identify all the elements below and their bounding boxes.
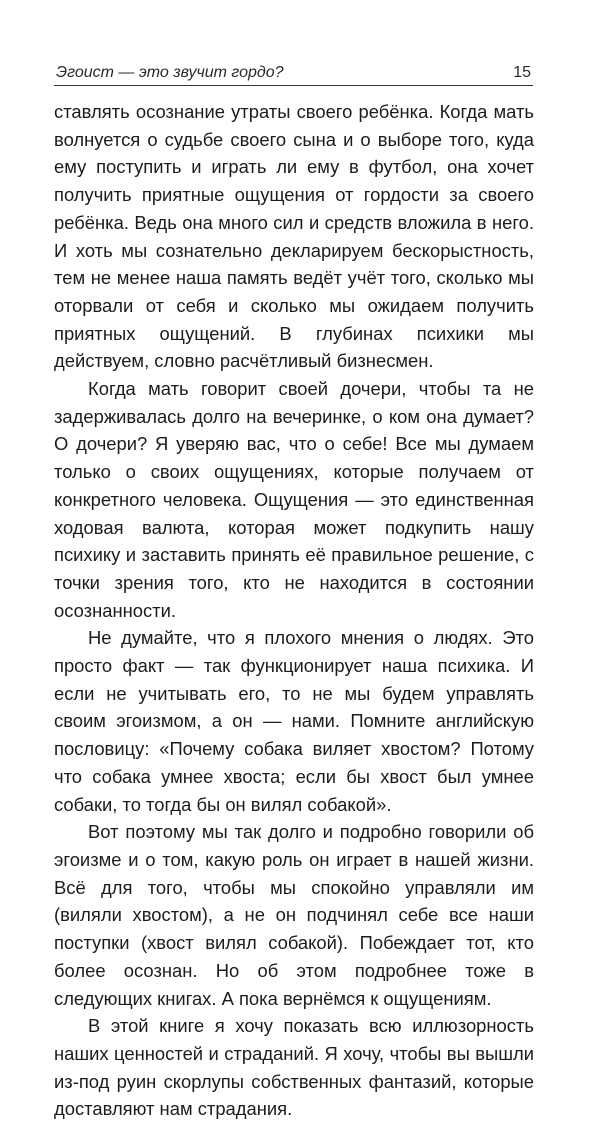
running-title: Эгоист — это звучит гордо? — [56, 64, 284, 81]
body-text — [54, 98, 534, 1123]
paragraph: Не думайте, что я плохого мнения о людях. Это просто факт — так функционирует наша психика. И если не учитывать его, то не мы будем управлять своим эгоизмом, а он — нами. Помните английскую пословицу: «Почему собака виляет хвостом? Потому что собака умнее хвоста; если бы хвост был умнее собаки, то тогда бы он вилял собакой». — [54, 627, 534, 815]
paragraph: В этой книге я хочу показать всю иллюзорность наших ценностей и страданий. Я хочу, чтобы вы вышли из-под руин скорлупы собственных фантазий, которые доставляют нам страдания. — [54, 1015, 534, 1120]
running-header — [56, 56, 531, 82]
header-rule — [54, 85, 533, 86]
page-number: 15 — [513, 64, 531, 81]
paragraph: Вот поэтому мы так долго и подробно говорили об эгоизме и о том, какую роль он играет в нашей жизни. Всё для того, чтобы мы спокойно управляли им (виляли хвостом), а не он подчинял себе все наши поступки (хвост вилял собакой). Побеждает тот, кто более осознан. Но об этом подробнее тоже в следующих книгах. А пока вернёмся к ощущениям. — [54, 821, 534, 1009]
paragraph: ставлять осознание утраты своего ребёнка. Когда мать волнуется о судьбе своего сына и о выборе того, куда ему поступить и играть ли ему в футбол, она хочет получить приятные ощущения от гордости за своего ребёнка. Ведь она много сил и средств вложила в него. И хоть мы сознательно декларируем бескорыстность, тем не менее наша память ведёт учёт того, сколько мы оторвали от себя и сколько мы ожидаем получить приятных ощущений. В глубинах психики мы действуем, словно расчётливый бизнесмен. — [54, 101, 534, 372]
paragraph: Когда мать говорит своей дочери, чтобы та не задерживалась долго на вечеринке, о ком она думает? О дочери? Я уверяю вас, что о себе! Все мы думаем только о своих ощущениях, которые получаем от конкретного человека. Ощущения — это единственная ходовая валюта, которая может подкупить нашу психику и заставить принять её правильное решение, с точки зрения того, кто не находится в состоянии осознанности. — [54, 378, 534, 621]
